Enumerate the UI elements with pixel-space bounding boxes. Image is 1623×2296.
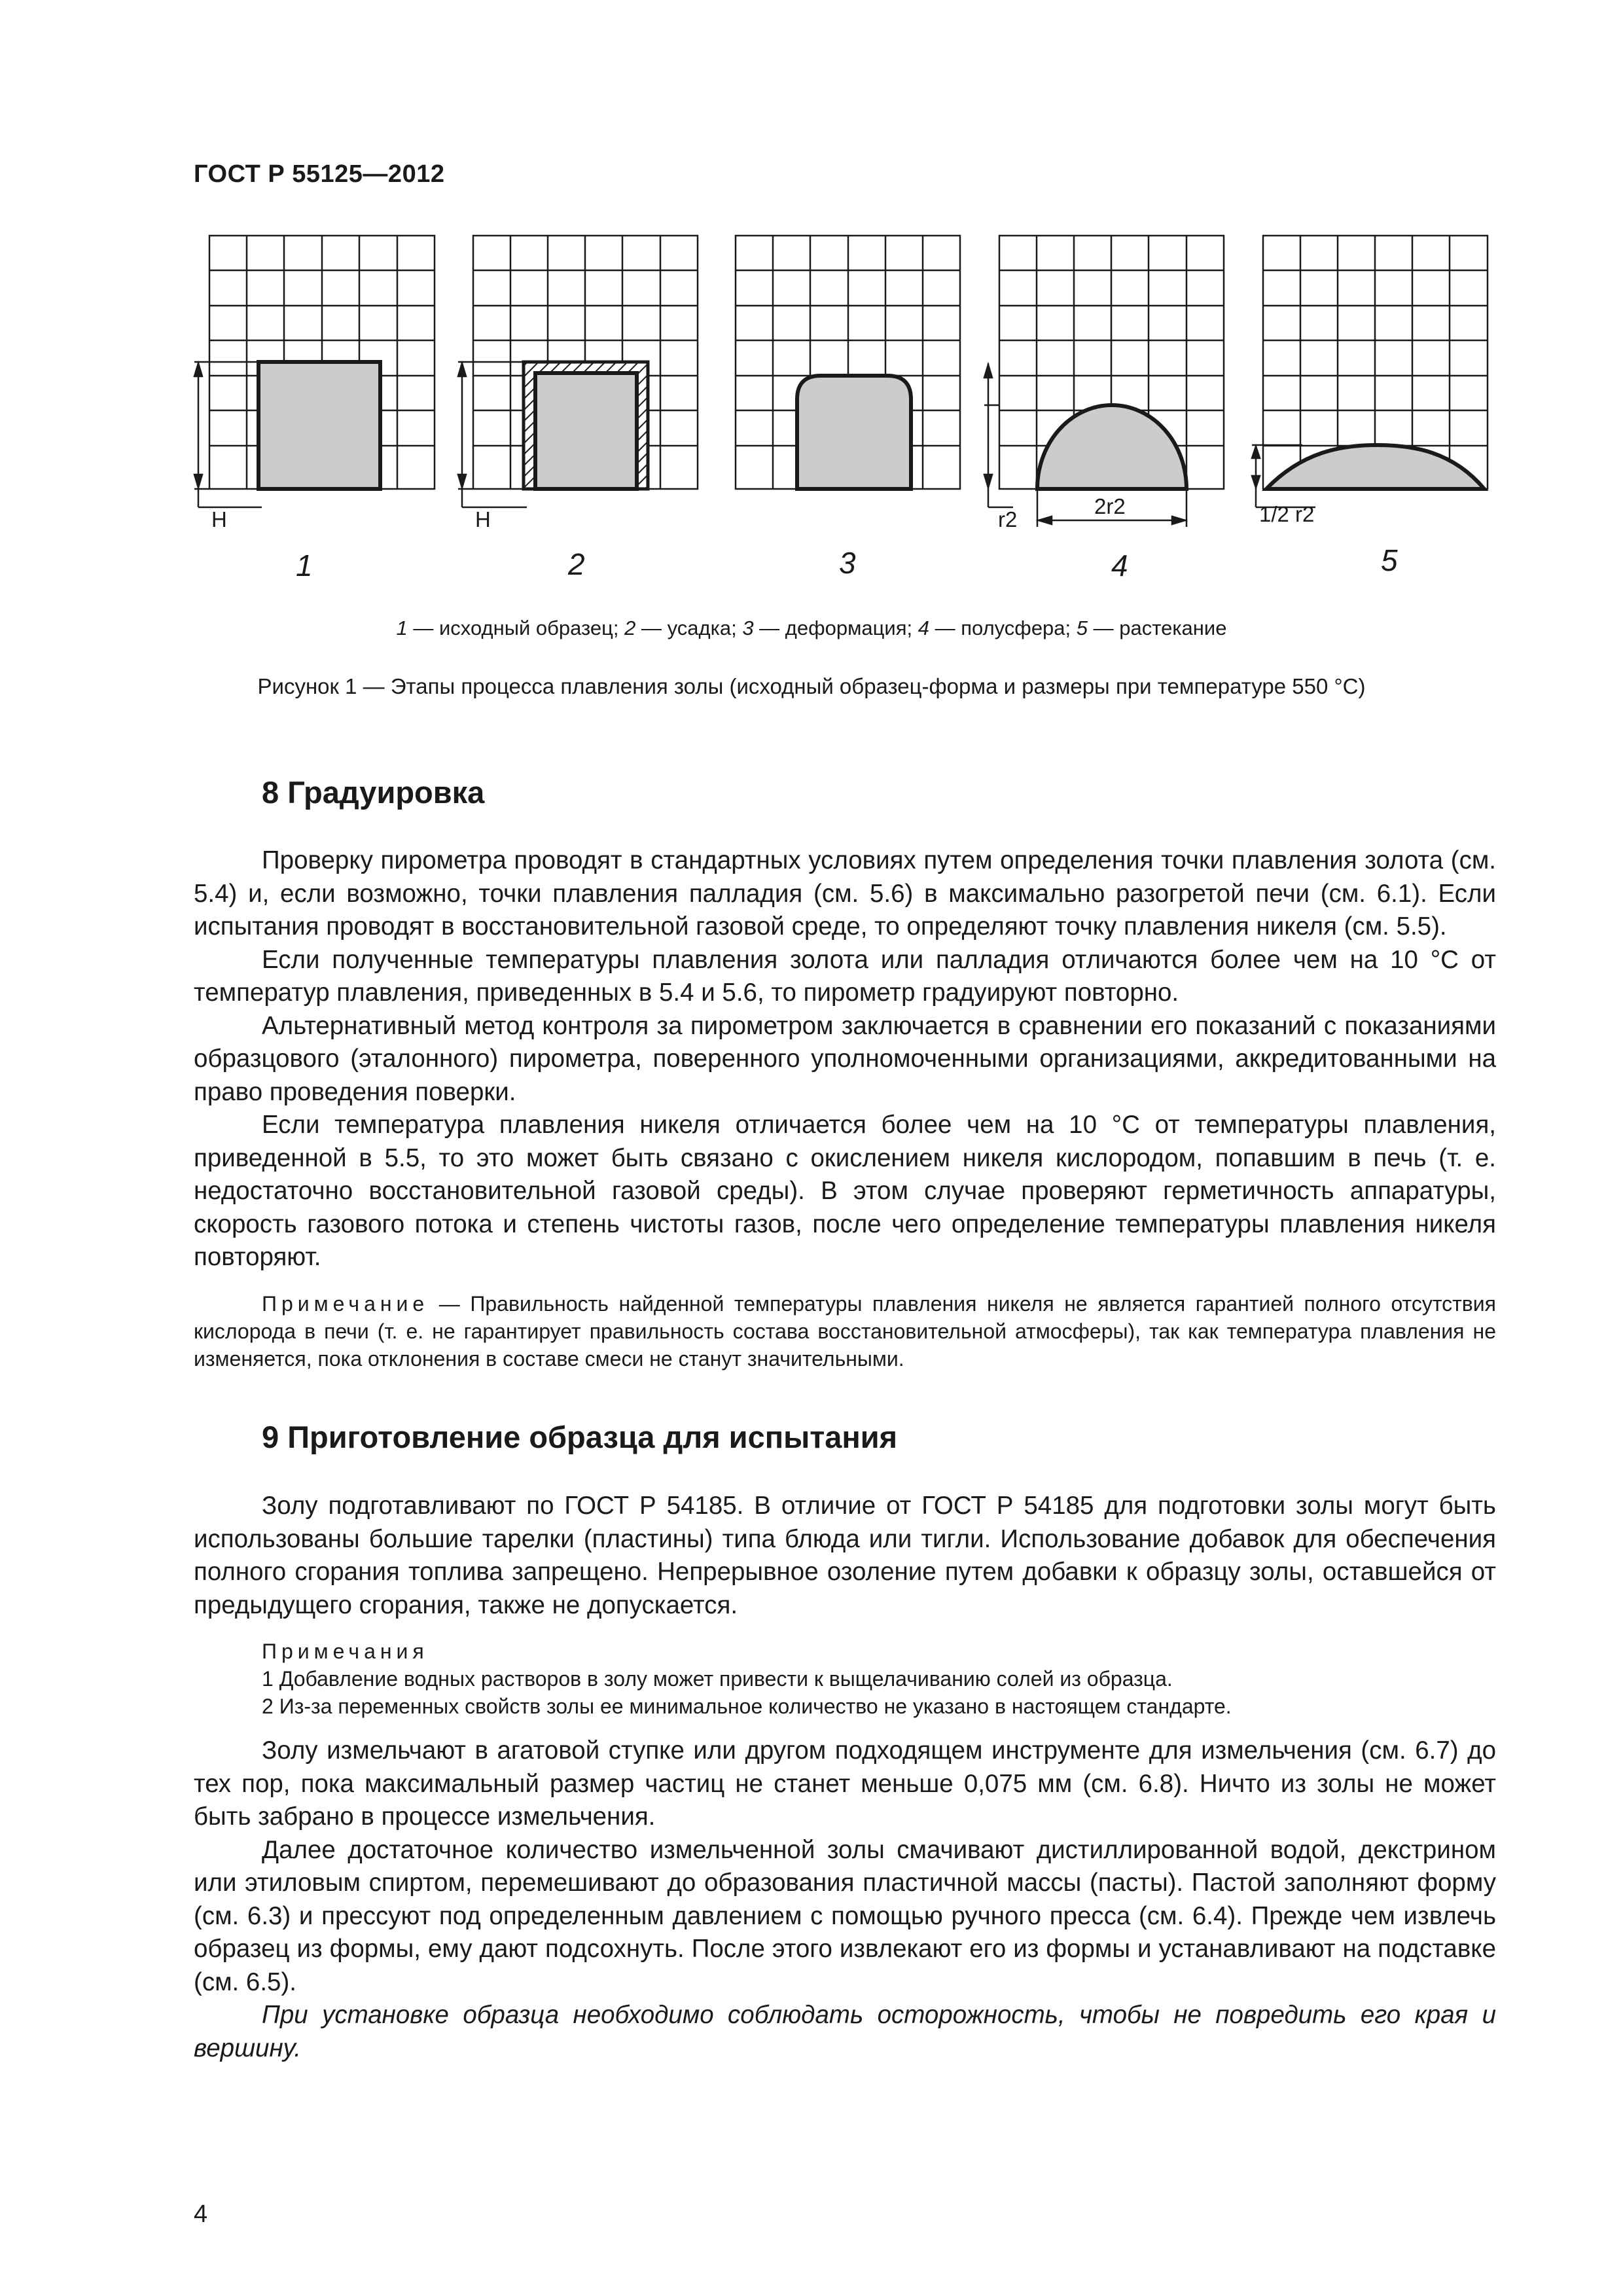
- note-label: Примечание: [262, 1291, 429, 1316]
- section-8-title: 8 Градуировка: [262, 775, 485, 810]
- panel-1-number: 1: [296, 548, 313, 583]
- legend-text-3: — деформация;: [753, 617, 918, 639]
- section-9-notes-label: Примечания: [262, 1640, 429, 1663]
- page-number: 4: [194, 2200, 208, 2228]
- figure-panel-1: [194, 236, 435, 507]
- deformed-sample-shape: [797, 376, 911, 489]
- ash-melting-stages-figure: [0, 0, 1623, 602]
- section-9-paragraph-1: Золу подготавливают по ГОСТ Р 54185. В отличие от ГОСТ Р 54185 для подготовки золы могут быть использованы большие тарелки (пластины) типа блюда или тигли. Использование добавок для обеспечения полного сгорания топлива запрещено. Непрерывное озоление путем добавки к образцу золы, оставшейся от предыдущего сгорания, также не допускается.: [194, 1492, 1496, 1619]
- legend-num-4: 4: [918, 617, 929, 639]
- height-dimension-arrow: [458, 362, 527, 507]
- panel-1-dim-label: H: [211, 507, 227, 531]
- section-9-note-2: 2 Из-за переменных свойств золы ее минимальное количество не указано в настоящем стандарте.: [262, 1695, 1232, 1718]
- figure-legend: [0, 617, 1623, 640]
- section-9-title: 9 Приготовление образца для испытания: [262, 1420, 898, 1454]
- legend-num-1: 1: [396, 617, 408, 639]
- figure-panel-5: [1252, 236, 1488, 507]
- legend-num-3: 3: [742, 617, 754, 639]
- figure-caption: Рисунок 1 — Этапы процесса плавления золы (исходный образец-форма и размеры при температуре 550 °С): [257, 674, 1366, 698]
- note-text: — Правильность найденной температуры плавления никеля не является гарантией полного отсутствия кислорода в печи (т. е. не гарантирует правильность состава восстановительной атмосферы), так как температура плавления не изменяется, пока отклонения в составе смеси не станут значительными.: [194, 1291, 1496, 1371]
- panel-4-width-label: 2r2: [1094, 494, 1126, 518]
- hemisphere-sample-shape: [1037, 405, 1186, 489]
- legend-text-2: — усадка;: [635, 617, 743, 639]
- document-code-header: ГОСТ Р 55125—2012: [194, 160, 445, 188]
- figure-panel-2: [458, 236, 698, 507]
- panel-5-number: 5: [1381, 543, 1398, 577]
- section-8-body: [194, 844, 1496, 1372]
- section-8-paragraph-2: Если полученные температуры плавления золота или палладия отличаются более чем на 10 °С от температур плавления, приведенных в 5.4 и 5.6, то пирометр градуируют повторно.: [194, 945, 1496, 1007]
- shrunk-sample-shape: [535, 373, 637, 489]
- panel-5-dim-label: 1/2 r2: [1259, 502, 1315, 526]
- section-8-paragraph-1: Проверку пирометра проводят в стандартных условиях путем определения точки плавления золота (см. 5.4) и, если возможно, точки плавления палладия (см. 5.6) в максимально разогретой печи (см. 6.1). Если испытания проводят в восстановительной газовой среде, то определяют точку плавления никеля (см. 5.5).: [194, 846, 1496, 941]
- panel-2-dim-label: H: [475, 507, 491, 531]
- height-dimension-arrow: [194, 362, 262, 507]
- figure-panel-3: [736, 236, 960, 489]
- figure-panel-4: [984, 236, 1224, 527]
- section-9-italic-paragraph: При установке образца необходимо соблюдать осторожность, чтобы не повредить его края и вершину.: [194, 2001, 1496, 2062]
- section-8-note: [194, 1290, 1496, 1372]
- section-9-body: [194, 1490, 1496, 2065]
- legend-text-1: — исходный образец;: [407, 617, 625, 639]
- panel-2-number: 2: [568, 547, 585, 581]
- section-9-note-1: 1 Добавление водных растворов в золу может привести к выщелачиванию солей из образца.: [262, 1667, 1173, 1691]
- legend-text-5: — растекание: [1088, 617, 1227, 639]
- panel-4-number: 4: [1111, 548, 1128, 583]
- section-8-paragraph-4: Если температура плавления никеля отличается более чем на 10 °С от температуры плавления, приведенной в 5.5, то это может быть связано с окислением никеля кислородом, попавшим в печь (т. е. недостаточно восстановительной газовой среды). В этом случае проверяют герметичность аппаратуры, скорость газового потока и степень чистоты газов, после чего определение температуры плавления никеля повторяют.: [194, 1111, 1496, 1271]
- legend-num-5: 5: [1076, 617, 1088, 639]
- initial-sample-shape: [259, 362, 380, 489]
- section-9-paragraph-3: Далее достаточное количество измельченной золы смачивают дистиллированной водой, декстрином или этиловым спиртом, перемешивают до образования пластичной массы (пасты). Пастой заполняют форму (см. 6.3) и прессуют под определенным давлением с помощью ручного пресса (см. 6.4). Прежде чем извлечь образец из формы, ему дают подсохнуть. После этого извлекают его из формы и устанавливают на подставке (см. 6.5).: [194, 1835, 1496, 1996]
- section-9-paragraph-2: Золу измельчают в агатовой ступке или другом подходящем инструменте для измельчения (см. 6.7) до тех пор, пока максимальный размер частиц не станет меньше 0,075 мм (см. 6.8). Ничто из золы не может быть забрано в процессе измельчения.: [194, 1736, 1496, 1831]
- legend-num-2: 2: [624, 617, 636, 639]
- section-8-paragraph-3: Альтернативный метод контроля за пирометром заключается в сравнении его показаний с показаниями образцового (эталонного) пирометра, поверенного уполномоченными организациями, аккредитованными на право проведения поверки.: [194, 1011, 1496, 1106]
- panel-3-number: 3: [839, 546, 856, 580]
- legend-text-4: — полусфера;: [929, 617, 1077, 639]
- spread-sample-shape: [1266, 445, 1484, 489]
- panel-4-dim-label: r2: [998, 507, 1018, 531]
